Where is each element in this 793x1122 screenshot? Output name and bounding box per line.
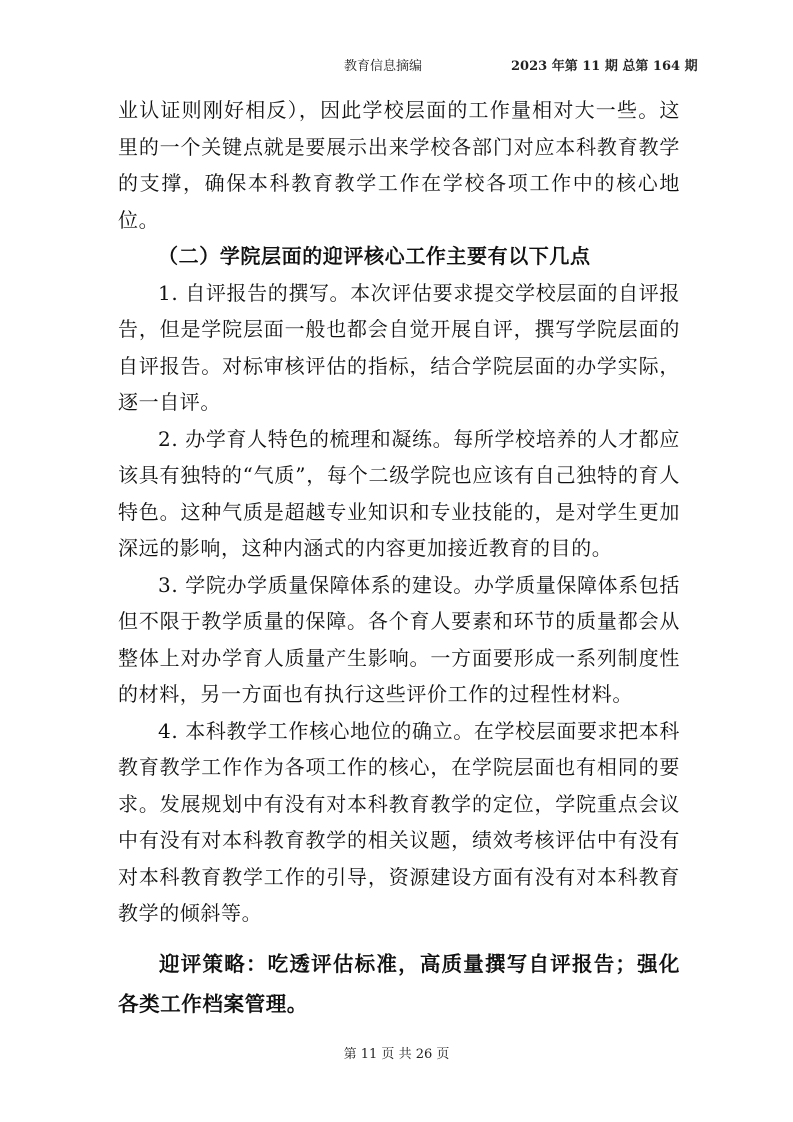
issue-number: 2023 年第 11 期 总第 164 期 bbox=[511, 59, 698, 74]
list-item-1: 1. 自评报告的撰写。本次评估要求提交学校层面的自评报告，但是学院层面一般也都会自觉开展自评，撰写学院层面的自评报告。对标审核评估的指标，结合学院层面的办学实际，逐一自评。 bbox=[118, 280, 680, 414]
list-item-4: 4. 本科教学工作核心地位的确立。在学校层面要求把本科教育教学工作作为各项工作的核心，在学院层面也有相同的要求。发展规划中有没有对本科教育教学的定位，学院重点会议中有没有对本科教育教学的相关议题，绩效考核评估中有没有对本科教育教学工作的引导，资源建设方面有没有对本科教育教学的倾斜等。 bbox=[118, 718, 680, 925]
section-heading: （二）学院层面的迎评核心工作主要有以下几点 bbox=[158, 244, 591, 268]
document-body bbox=[118, 92, 680, 1024]
page-header bbox=[0, 55, 793, 79]
continued-paragraph: 业认证则刚好相反），因此学校层面的工作量相对大一些。这里的一个关键点就是要展示出来学校各部门对应本科教育教学的支撑，确保本科教育教学工作在学校各项工作中的核心地位。 bbox=[118, 98, 680, 232]
page-number: 第 11 页 共 26 页 bbox=[343, 1047, 450, 1062]
list-item-3: 3. 学院办学质量保障体系的建设。办学质量保障体系包括但不限于教学质量的保障。各个育人要素和环节的质量都会从整体上对办学育人质量产生影响。一方面要形成一系列制度性的材料，另一方面也有执行这些评价工作的过程性材料。 bbox=[118, 572, 680, 706]
page-footer bbox=[0, 1043, 793, 1062]
publication-name: 教育信息摘编 bbox=[344, 59, 423, 74]
strategy-summary: 迎评策略：吃透评估标准，高质量撰写自评报告；强化各类工作档案管理。 bbox=[118, 951, 680, 1016]
list-item-2: 2. 办学育人特色的梳理和凝练。每所学校培养的人才都应该具有独特的“气质”，每个二级学院也应该有自己独特的育人特色。这种气质是超越专业知识和专业技能的，是对学生更加深远的影响，这种内涵式的内容更加接近教育的目的。 bbox=[118, 426, 680, 560]
